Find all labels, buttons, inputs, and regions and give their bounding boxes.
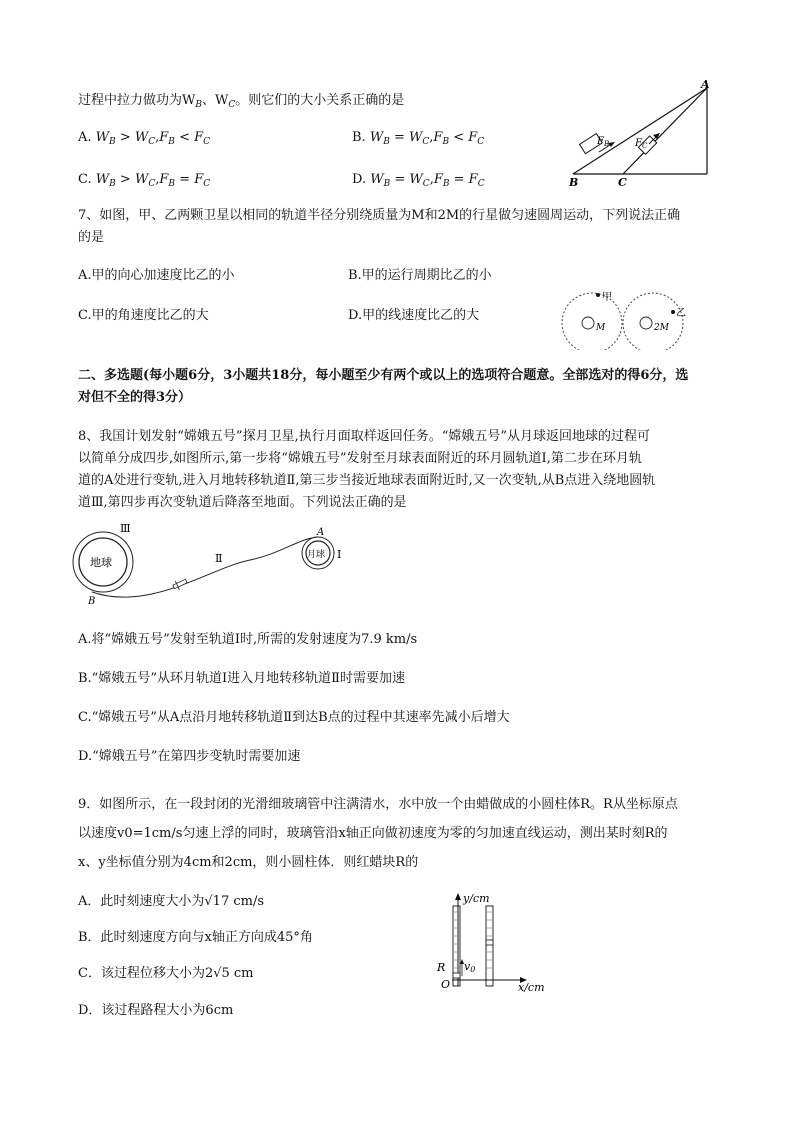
q9-stem-line-3: x、y坐标值分别为4cm和2cm，则小圆柱体．则红蜡块R的 — [78, 855, 419, 870]
q9-option-c[interactable]: C．该过程位移大小为2√5 cm — [78, 966, 254, 981]
q6-option-b[interactable]: B. $W_B = W_C,F_B < F_C$ — [352, 130, 485, 147]
label-o: O — [441, 978, 451, 991]
q7-satellite-figure — [555, 290, 705, 350]
q6-option-a[interactable]: A. $W_B > W_C,F_B < F_C$ — [78, 130, 211, 147]
incline-b-line — [573, 88, 707, 174]
q7-option-d[interactable]: D.甲的线速度比乙的大 — [348, 308, 480, 323]
label-orbit-i: Ⅰ — [337, 548, 342, 561]
q8-option-c[interactable]: C.“嫦娥五号”从A点沿月地转移轨道Ⅱ到达B点的过程中其速率先减小后增大 — [78, 710, 510, 725]
q9-stem-line-1: 9．如图所示，在一段封闭的光滑细玻璃管中注满清水，水中放一个由蜡做成的小圆柱体R。R从坐标原点 — [78, 797, 678, 812]
q9-stem-line-2: 以速度v0=1cm/s匀速上浮的同时，玻璃管沿x轴正向做初速度为零的匀加速直线运动，测出某时刻R的 — [78, 826, 668, 841]
q7-option-b[interactable]: B.甲的运行周期比乙的小 — [348, 268, 492, 283]
fig-label-fb: $F_B$ — [597, 136, 610, 148]
q8-option-a[interactable]: A.将“嫦娥五号”发射至轨道Ⅰ时,所需的发射速度为7.9 km/s — [78, 632, 418, 647]
q7-stem-line-2: 的是 — [78, 230, 105, 245]
q6-option-d[interactable]: D. $W_B = W_C,F_B = F_C$ — [352, 172, 485, 189]
planet-m — [582, 317, 594, 329]
spacecraft-icon — [172, 577, 189, 592]
q6-option-c[interactable]: C. $W_B > W_C,F_B = F_C$ — [78, 172, 211, 189]
q7-stem-line-1: 7、如图，甲、乙两颗卫星以相同的轨道半径分别绕质量为M和2M的行星做匀速圆周运动，下列说法正确 — [78, 208, 681, 223]
q9-tube-figure — [432, 890, 552, 992]
q7-option-a[interactable]: A.甲的向心加速度比乙的小 — [78, 268, 235, 283]
label-orbit-iii: Ⅲ — [120, 522, 131, 535]
incline-c-line — [623, 88, 707, 174]
label-r: R — [437, 961, 446, 974]
orbit-jia — [562, 293, 622, 350]
wax-block-later — [486, 940, 493, 945]
q8-stem-line-3: 道的A处进行变轨,进入月地转移轨道Ⅱ,第三步当接近地球表面附近时,又一次变轨,从B点进入绕地圆轨 — [78, 473, 656, 488]
label-ylabel: y/cm — [463, 892, 490, 905]
tube-later — [486, 906, 493, 986]
label-v0: v0 — [464, 960, 476, 974]
fig-label-a: A — [701, 78, 710, 91]
label-xlabel: x/cm — [518, 981, 545, 992]
label-a: A — [317, 527, 325, 538]
fig-label-fc: $F_C$ — [635, 138, 648, 150]
q8-option-d[interactable]: D.“嫦娥五号”在第四步变轨时需要加速 — [78, 749, 301, 764]
q9-option-b[interactable]: B．此时刻速度方向与x轴正方向成45°角 — [78, 930, 313, 945]
fig-label-c: C — [618, 176, 627, 189]
q9-option-a[interactable]: A．此时刻速度大小为√17 cm/s — [78, 894, 265, 909]
planet-2m — [640, 317, 652, 329]
q8-option-b[interactable]: B.“嫦娥五号”从环月轨道Ⅰ进入月地转移轨道Ⅱ时需要加速 — [78, 671, 405, 686]
label-m: M — [596, 323, 606, 333]
label-2m: 2M — [654, 323, 669, 333]
q8-stem-line-1: 8、我国计划发射“嫦娥五号”探月卫星,执行月面取样返回任务。“嫦娥五号”从月球返回地球的过程可 — [78, 429, 650, 444]
label-earth: 地球 — [90, 556, 112, 569]
q7-option-c[interactable]: C.甲的角速度比乙的大 — [78, 308, 209, 323]
q6-incline-figure — [555, 78, 725, 193]
label-b: B — [88, 596, 96, 607]
q9-option-d[interactable]: D．该过程路程大小为6cm — [78, 1003, 234, 1018]
fig-label-b: B — [569, 176, 579, 189]
label-orbit-ii: Ⅱ — [215, 552, 223, 565]
q8-stem-line-2: 以简单分成四步,如图所示,第一步将“嫦娥五号”发射至月球表面附近的环月圆轨道Ⅰ,第二步在环月轨 — [78, 451, 642, 466]
orbit-yi — [623, 293, 683, 350]
satellite-yi — [671, 310, 675, 314]
label-moon: 月球 — [307, 550, 326, 560]
q6-stem: 过程中拉力做功为$W_B$、$W_C$。则它们的大小关系正确的是 — [78, 93, 405, 110]
section-2-heading-line-1: 二、多选题(每小题6分，3小题共18分，每小题至少有两个或以上的选项符合题意。全部选对的得6分，选 — [78, 368, 689, 383]
label-jia: 甲 — [602, 292, 612, 303]
q8-orbit-figure — [70, 520, 360, 610]
label-yi: 乙 — [676, 308, 686, 319]
q8-stem-line-4: 道Ⅲ,第四步再次变轨道后降落至地面。下列说法正确的是 — [78, 495, 407, 510]
section-2-heading-line-2: 对但不全的得3分） — [78, 390, 192, 405]
wax-block-initial — [453, 973, 460, 978]
satellite-jia — [596, 293, 600, 297]
